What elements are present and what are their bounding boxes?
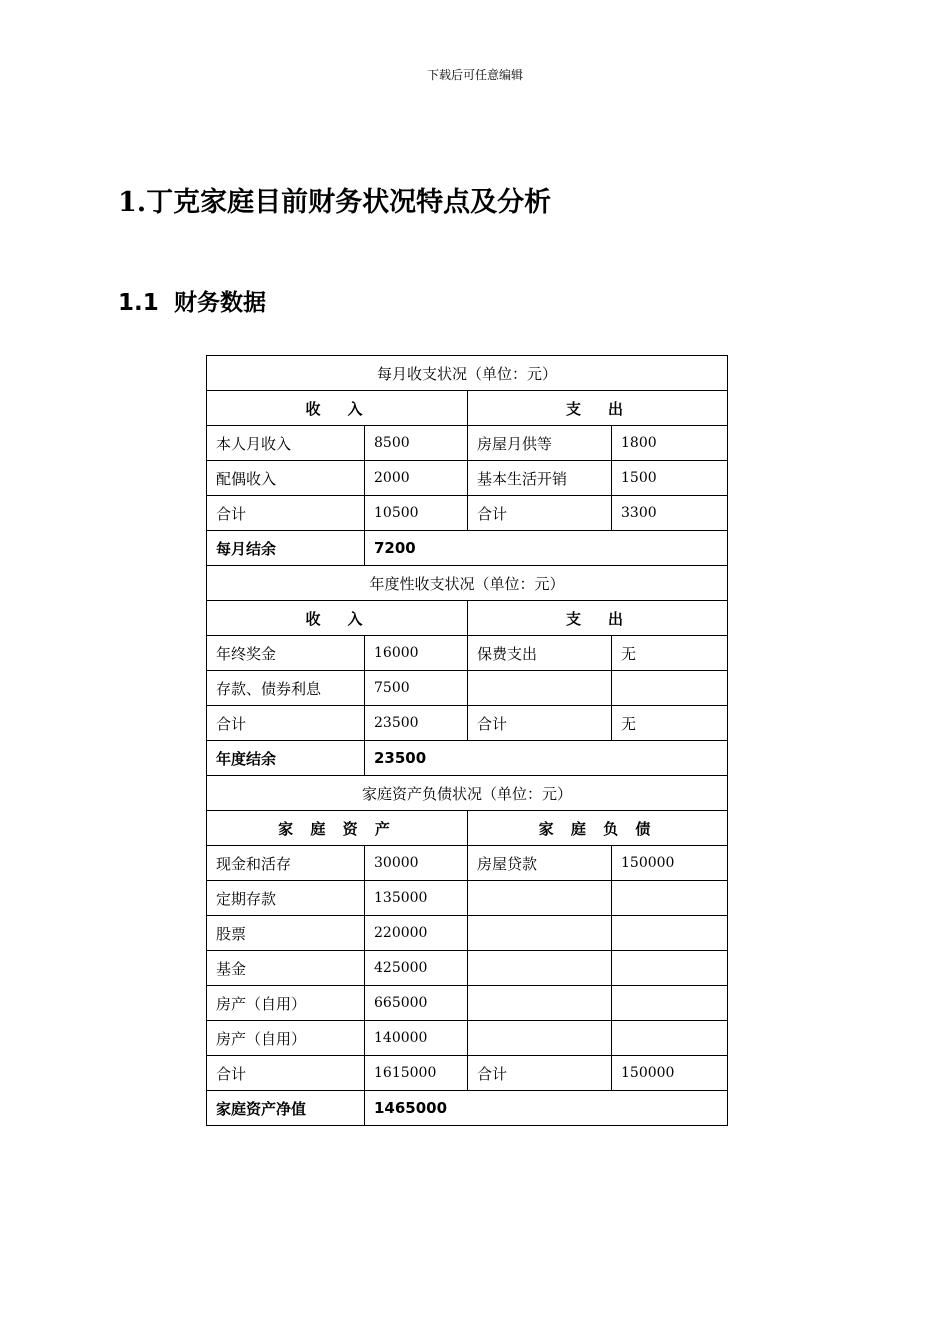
table-cell: [468, 671, 612, 706]
annual-income-header: 收 入: [207, 601, 468, 636]
table-row: [207, 531, 728, 566]
table-cell: 年终奖金: [207, 636, 365, 671]
table-cell: 股票: [207, 916, 365, 951]
table-cell: [612, 671, 728, 706]
table-cell: 基金: [207, 951, 365, 986]
table-cell: [468, 881, 612, 916]
annual-balance-label: 年度结余: [207, 741, 365, 776]
annual-expense-header: 支 出: [468, 601, 728, 636]
table-cell: 8500: [365, 426, 468, 461]
table-cell: 140000: [365, 1021, 468, 1056]
table-row: [207, 811, 728, 846]
table-cell: 30000: [365, 846, 468, 881]
table-cell: 配偶收入: [207, 461, 365, 496]
monthly-balance-label: 每月结余: [207, 531, 365, 566]
table-cell: 合计: [468, 706, 612, 741]
table-row: [207, 566, 728, 601]
table-row: [207, 916, 728, 951]
table-cell: 135000: [365, 881, 468, 916]
table-row: [207, 601, 728, 636]
heading-2: [118, 284, 266, 317]
table-cell: [468, 916, 612, 951]
heading-2-text: 财务数据: [174, 290, 266, 316]
table-cell: 7500: [365, 671, 468, 706]
table-cell: [612, 1021, 728, 1056]
table-cell: [468, 986, 612, 1021]
table-cell: 合计: [207, 1056, 365, 1091]
table-cell: 房屋月供等: [468, 426, 612, 461]
table-cell: 定期存款: [207, 881, 365, 916]
table-row: [207, 846, 728, 881]
table-cell: 2000: [365, 461, 468, 496]
monthly-income-header: 收 入: [207, 391, 468, 426]
table-cell: 10500: [365, 496, 468, 531]
table-row: [207, 391, 728, 426]
page-header-note: 下载后可任意编辑: [426, 68, 523, 82]
annual-balance-value: 23500: [365, 741, 728, 776]
table-cell: 房产（自用）: [207, 1021, 365, 1056]
table-cell: 房屋贷款: [468, 846, 612, 881]
table-cell: 合计: [468, 1056, 612, 1091]
table-cell: 本人月收入: [207, 426, 365, 461]
assets-header: 家 庭 资 产: [207, 811, 468, 846]
net-worth-label: 家庭资产净值: [207, 1091, 365, 1126]
table-row: [207, 986, 728, 1021]
heading-2-number: 1.1: [118, 290, 159, 316]
monthly-balance-value: 7200: [365, 531, 728, 566]
table-cell: 保费支出: [468, 636, 612, 671]
table-cell: 合计: [207, 496, 365, 531]
table-cell: 1800: [612, 426, 728, 461]
table-cell: 150000: [612, 1056, 728, 1091]
table-row: [207, 741, 728, 776]
liabilities-header: 家 庭 负 债: [468, 811, 728, 846]
table-row: [207, 356, 728, 391]
table-cell: [612, 881, 728, 916]
balance-sheet-title: 家庭资产负债状况（单位：元）: [207, 776, 728, 811]
table-cell: 合计: [468, 496, 612, 531]
table-cell: [468, 1021, 612, 1056]
heading-1: 1.丁克家庭目前财务状况特点及分析: [118, 187, 552, 218]
table-row: [207, 1021, 728, 1056]
table-cell: 合计: [207, 706, 365, 741]
table-cell: 23500: [365, 706, 468, 741]
table-row: [207, 636, 728, 671]
table-cell: 无: [612, 636, 728, 671]
table-cell: 425000: [365, 951, 468, 986]
table-cell: 1500: [612, 461, 728, 496]
table-cell: 3300: [612, 496, 728, 531]
monthly-title: 每月收支状况（单位：元）: [207, 356, 728, 391]
table-row: [207, 951, 728, 986]
finance-table: [206, 355, 728, 1126]
table-cell: 1615000: [365, 1056, 468, 1091]
table-cell: 220000: [365, 916, 468, 951]
table-cell: [468, 951, 612, 986]
table-row: [207, 426, 728, 461]
table-row: [207, 881, 728, 916]
annual-title: 年度性收支状况（单位：元）: [207, 566, 728, 601]
table-cell: [612, 986, 728, 1021]
table-cell: [612, 951, 728, 986]
table-row: [207, 671, 728, 706]
table-row: [207, 776, 728, 811]
table-row: [207, 461, 728, 496]
net-worth-value: 1465000: [365, 1091, 728, 1126]
table-cell: 16000: [365, 636, 468, 671]
table-cell: 基本生活开销: [468, 461, 612, 496]
table-cell: 150000: [612, 846, 728, 881]
table-cell: 无: [612, 706, 728, 741]
table-row: [207, 706, 728, 741]
table-row: [207, 496, 728, 531]
table-cell: 房产（自用）: [207, 986, 365, 1021]
table-cell: 665000: [365, 986, 468, 1021]
table-cell: 现金和活存: [207, 846, 365, 881]
table-row: [207, 1056, 728, 1091]
monthly-expense-header: 支 出: [468, 391, 728, 426]
table-cell: 存款、债券利息: [207, 671, 365, 706]
table-cell: [612, 916, 728, 951]
table-row: [207, 1091, 728, 1126]
